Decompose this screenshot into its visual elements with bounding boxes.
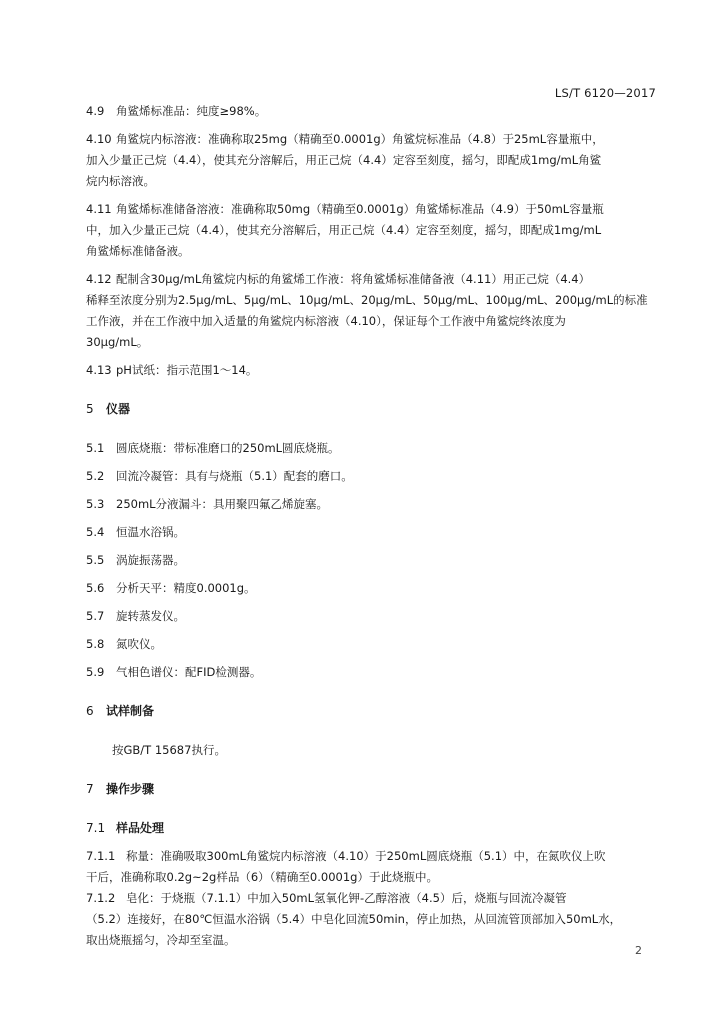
list-item [86,550,658,571]
clause-text-line: 角鲨烷内标溶液：准确称取25mg（精确至0.0001g）角鲨烷标准品（4.8）于25mL容量瓶中， [116,132,604,146]
clause-4-10 [86,129,658,192]
clause-text: 涡旋振荡器。 [116,553,185,567]
instrument-list [86,438,658,683]
clause-text-line: 中，加入少量正己烷（4.4），使其充分溶解后，用正己烷（4.4）定容至刻度，摇匀，即配成1mg/mL [86,223,602,237]
clause-number: 4.12 [86,272,112,286]
list-item [86,466,658,487]
clause-text: pH试纸：指示范围1～14。 [116,363,258,377]
page-number: 2 [635,944,642,957]
clause-text-line: 角鲨烯标准储备溶液：准确称取50mg（精确至0.0001g）角鲨烯标准品（4.9）于50mL容量瓶 [116,202,604,216]
list-item [86,438,658,459]
clause-text-line: 取出烧瓶摇匀，冷却至室温。 [86,933,236,947]
clause-number: 5.3 [86,497,105,511]
clause-text-line: 稀释至浓度分别为2.5μg/mL、5μg/mL、10μg/mL、20μg/mL、50μg/mL、100μg/mL、200μg/mL的标准 [86,293,648,307]
list-item [86,494,658,515]
clause-4-9 [86,101,658,122]
section-6-heading [86,701,658,722]
clause-number: 7.1.2 [86,891,116,905]
clause-text-line: 干后，准确称取0.2g~2g样品（6）（精确至0.0001g）于此烧瓶中。 [86,870,438,884]
clause-text: 恒温水浴锅。 [116,525,185,539]
clause-7-1-1 [86,846,658,888]
clause-text: 旋转蒸发仪。 [116,609,185,623]
clause-text-line: 称量：准确吸取300mL角鲨烷内标溶液（4.10）于250mL圆底烧瓶（5.1）中，在氮吹仪上吹 [126,849,606,863]
clause-number: 5.5 [86,553,105,567]
clause-text: 氮吹仪。 [116,637,162,651]
clause-number: 5.6 [86,581,105,595]
section-7-heading [86,779,658,800]
clause-number: 5.8 [86,637,105,651]
clause-text: 分析天平：精度0.0001g。 [116,581,256,595]
clause-number: 5.7 [86,609,105,623]
section-number: 7.1 [86,821,106,835]
clause-text: 角鲨烯标准品：纯度≥98%。 [116,104,267,118]
section-title: 仪器 [106,402,131,416]
clause-text-line: 皂化：于烧瓶（7.1.1）中加入50mL氢氧化钾-乙醇溶液（4.5）后，烧瓶与回流冷凝管 [126,891,567,905]
standard-code: LS/T 6120—2017 [554,86,656,100]
list-item [86,634,658,655]
clause-4-13 [86,360,658,381]
clause-number: 5.1 [86,441,105,455]
clause-number: 5.4 [86,525,105,539]
clause-number: 5.9 [86,665,105,679]
clause-7-1-2 [86,888,658,951]
clause-text: 圆底烧瓶：带标准磨口的250mL圆底烧瓶。 [116,441,340,455]
section-5-heading [86,399,658,420]
section-number: 6 [86,704,94,718]
section-number: 5 [86,402,94,416]
list-item [86,606,658,627]
section-title: 样品处理 [116,821,165,835]
document-body [86,101,658,951]
section-title: 操作步骤 [106,782,155,796]
clause-text: 250mL分液漏斗：具用聚四氟乙烯旋塞。 [116,497,329,511]
clause-text-line: 30μg/mL。 [86,335,149,349]
clause-number: 4.13 [86,363,112,377]
clause-number: 4.11 [86,202,112,216]
section-6-body: 按GB/T 15687执行。 [112,743,226,757]
list-item [86,578,658,599]
list-item [86,662,658,683]
clause-text-line: 配制含30μg/mL角鲨烷内标的角鲨烯工作液：将角鲨烯标准储备液（4.11）用正己烷（4.4） [116,272,591,286]
subsection-7-1-heading [86,818,658,839]
clause-text-line: 加入少量正己烷（4.4），使其充分溶解后，用正己烷（4.4）定容至刻度，摇匀，即配成1mg/mL角鲨 [86,153,602,167]
clause-number: 7.1.1 [86,849,116,863]
section-title: 试样制备 [106,704,155,718]
clause-number: 4.10 [86,132,112,146]
clause-text-line: 角鲨烯标准储备液。 [86,244,190,258]
list-item [86,522,658,543]
clause-text-line: 工作液，并在工作液中加入适量的角鲨烷内标溶液（4.10），保证每个工作液中角鲨烷终浓度为 [86,314,566,328]
clause-4-12 [86,269,658,353]
section-number: 7 [86,782,94,796]
clause-text-line: （5.2）连接好，在80℃恒温水浴锅（5.4）中皂化回流50min，停止加热，从回流管顶部加入50mL水， [86,912,622,926]
clause-4-11 [86,199,658,262]
clause-text: 回流冷凝管：具有与烧瓶（5.1）配套的磨口。 [116,469,353,483]
clause-text-line: 烷内标溶液。 [86,174,155,188]
clause-text: 气相色谱仪：配FID检测器。 [116,665,262,679]
clause-number: 4.9 [86,104,105,118]
clause-number: 5.2 [86,469,105,483]
